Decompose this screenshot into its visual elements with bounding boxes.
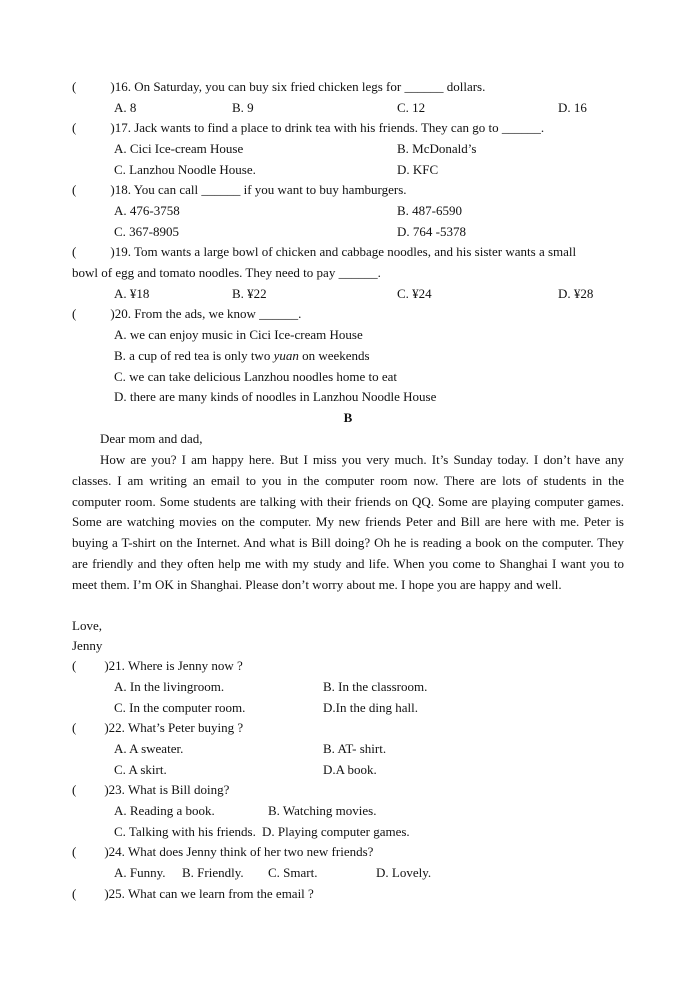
q17-option-a: A. Cici Ice-cream House [114,141,244,156]
question-19-text-cont: bowl of egg and tomato noodles. They need to pay ______. [72,265,381,280]
q22-option-c: C. A skirt. [114,762,167,777]
question-20-text: 20. From the ads, we know ______. [114,306,302,321]
q19-option-d: D. ¥28 [558,286,594,301]
question-23: ( )23. What is Bill doing? [72,782,230,797]
letter-signature: Jenny [72,638,103,653]
question-16-text: 16. On Saturday, you can buy six fried chicken legs for ______ dollars. [114,79,486,94]
q24-option-c: C. Smart. [268,865,318,880]
q24-option-d: D. Lovely. [376,865,432,880]
question-22-text: )22. What’s Peter buying ? [104,720,244,735]
q20-option-a: A. we can enjoy music in Cici Ice-cream House [114,327,363,342]
q16-option-d: D. 16 [558,100,587,115]
letter-body: How are you? I am happy here. But I miss you very much. It’s Sunday today. I don’t have any classes. I am writing an email to you in the computer room now. There are lots of students in the computer room. Some students are talking with their friends on QQ. Some are playing computer games. Some are watching movies on the computer. My new friends Peter and Bill are here with me. Peter is buying a T-shirt on the Internet. And what is Bill doing? Oh he is reading a book on the computer. They are friendly and they often help me with my study and life. When you come to Shanghai I want you to meet them. I’m OK in Shanghai. Please don’t worry about me. I hope you are happy and well. [72,452,624,592]
section-b-heading: B [343,410,353,425]
q23-option-d: D. Playing computer games. [262,824,410,839]
q22-option-a: A. A sweater. [114,741,184,756]
q22-option-b: B. AT- shirt. [323,741,387,756]
q16-option-c: C. 12 [397,100,426,115]
question-25-text: )25. What can we learn from the email ? [104,886,314,901]
q19-option-a: A. ¥18 [114,286,150,301]
question-18-text: 18. You can call ______ if you want to buy hamburgers. [114,182,407,197]
question-24: ( )24. What does Jenny think of her two new friends? [72,844,374,859]
q19-option-b: B. ¥22 [232,286,267,301]
q17-option-d: D. KFC [397,162,439,177]
question-22: ( )22. What’s Peter buying ? [72,720,244,735]
question-19-text: 19. Tom wants a large bowl of chicken and cabbage noodles, and his sister wants a small [114,244,577,259]
q20-option-b: B. a cup of red tea is only two yuan on weekends [114,348,370,363]
q18-option-d: D. 764 -5378 [397,224,466,239]
question-17: ( )17. Jack wants to find a place to drink tea with his friends. They can go to ______. [72,120,545,135]
q23-option-a: A. Reading a book. [114,803,215,818]
q19-option-c: C. ¥24 [397,286,432,301]
question-21-text: )21. Where is Jenny now ? [104,658,243,673]
q18-option-b: B. 487-6590 [397,203,462,218]
letter-closing: Love, [72,618,102,633]
question-23-text: )23. What is Bill doing? [104,782,230,797]
question-16: ( )16. On Saturday, you can buy six fried chicken legs for ______ dollars. [72,79,486,94]
q24-option-a: A. Funny. [114,865,166,880]
q23-option-c: C. Talking with his friends. [114,824,256,839]
question-19: ( )19. Tom wants a large bowl of chicken and cabbage noodles, and his sister wants a small [72,244,577,259]
q21-option-d: D.In the ding hall. [323,700,418,715]
q20-option-d: D. there are many kinds of noodles in Lanzhou Noodle House [114,389,437,404]
question-20: ( )20. From the ads, we know ______. [72,306,302,321]
q18-option-a: A. 476-3758 [114,203,180,218]
question-24-text: )24. What does Jenny think of her two new friends? [104,844,374,859]
q17-option-c: C. Lanzhou Noodle House. [114,162,256,177]
q21-option-c: C. In the computer room. [114,700,246,715]
q18-option-c: C. 367-8905 [114,224,179,239]
question-17-text: 17. Jack wants to find a place to drink tea with his friends. They can go to ______. [114,120,545,135]
q21-option-a: A. In the livingroom. [114,679,225,694]
question-18: ( )18. You can call ______ if you want to buy hamburgers. [72,182,407,197]
q16-option-b: B. 9 [232,100,254,115]
q23-option-b: B. Watching movies. [268,803,377,818]
q22-option-d: D.A book. [323,762,377,777]
question-21: ( )21. Where is Jenny now ? [72,658,243,673]
q16-option-a: A. 8 [114,100,137,115]
q20-option-c: C. we can take delicious Lanzhou noodles home to eat [114,369,398,384]
letter-greeting: Dear mom and dad, [100,431,203,446]
question-25: ( )25. What can we learn from the email ? [72,886,314,901]
q17-option-b: B. McDonald’s [397,141,477,156]
q24-option-b: B. Friendly. [182,865,244,880]
q21-option-b: B. In the classroom. [323,679,428,694]
